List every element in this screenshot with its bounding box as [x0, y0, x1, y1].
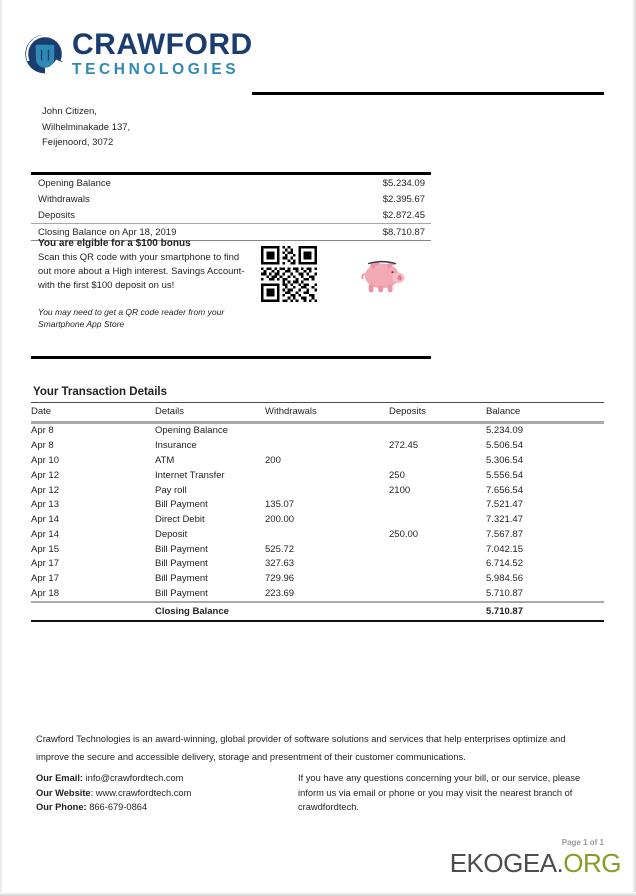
cell-details: Direct Debit: [155, 514, 205, 526]
cell-date: Apr 10: [31, 454, 59, 466]
cell-details: Bill Payment: [155, 587, 208, 599]
summary-row: [31, 191, 431, 207]
cell-withdrawals: 327.63: [265, 558, 295, 570]
cell-date: Apr 17: [31, 573, 59, 585]
brand-tagline: TECHNOLOGIES: [72, 61, 240, 78]
cell-deposits: [389, 512, 486, 527]
table-row: [31, 424, 604, 439]
footer-spacer-2: [265, 602, 389, 622]
bonus-body: Scan this QR code with your smartphone to find out more about a High interest. Savings Account- with the first $100 deposit on us!: [38, 252, 245, 291]
contact-block: [36, 771, 191, 815]
cell-balance: 7.656.54: [486, 484, 523, 496]
table-header-row: [31, 403, 604, 422]
cell-deposits: [389, 453, 486, 468]
cell-details: Bill Payment: [155, 558, 208, 570]
summary-row: [31, 175, 431, 191]
cell-balance: 5.506.54: [486, 440, 523, 452]
footer-balance: 5.710.87: [486, 602, 604, 622]
balance-summary: [31, 172, 431, 241]
cell-date: Apr 14: [31, 528, 59, 540]
cell-details: Insurance: [155, 440, 197, 452]
cell-details: Opening Balance: [155, 425, 228, 437]
bonus-note: You may need to get a QR code reader from your Smartphone App Store: [38, 307, 225, 329]
cell-balance: 5.234.09: [486, 425, 523, 437]
cell-withdrawals: [265, 468, 389, 483]
cell-withdrawals: [265, 438, 389, 453]
contact-email-row: [36, 771, 191, 786]
table-row: [31, 586, 604, 602]
cell-date: Apr 17: [31, 558, 59, 570]
questions-note: If you have any questions concerning your bill, or our service, please inform us via email or phone or you may visit the nearest branch of crawdfordtech.: [298, 773, 581, 812]
bonus-title: You are elgible for a $100 bonus: [38, 238, 191, 249]
column-header-balance: Balance: [486, 403, 604, 422]
table-row: [31, 438, 604, 453]
bonus-bottom-rule: [31, 356, 431, 359]
address-line-3: Feijenoord, 3072: [42, 137, 114, 148]
section-title: Your Transaction Details: [33, 386, 167, 398]
address-line-2: Wilhelminakade 137,: [42, 121, 131, 133]
piggy-bank-icon: [359, 254, 407, 296]
table-body: [31, 424, 604, 602]
cell-date: Apr 13: [31, 499, 59, 511]
cell-withdrawals: [265, 527, 389, 542]
cell-deposits: [389, 497, 486, 512]
page-number: Page 1 of 1: [561, 838, 604, 847]
summary-closing-label: Closing Balance on Apr 18, 2019: [38, 226, 177, 238]
cell-balance: 5.306.54: [486, 454, 523, 466]
cell-details: Bill Payment: [155, 573, 208, 585]
table-row: [31, 571, 604, 586]
cell-details: Internet Transfer: [155, 469, 225, 481]
column-header-details: Details: [155, 403, 265, 422]
cell-details: Deposit: [155, 528, 188, 540]
cell-date: Apr 12: [31, 484, 59, 496]
cell-balance: 7.567.87: [486, 528, 523, 540]
summary-label: Deposits: [38, 209, 75, 221]
page-edge-bottom: [0, 892, 636, 896]
brand-name: CRAWFORD: [72, 28, 253, 61]
column-header-date: Date: [31, 403, 155, 422]
cell-date: Apr 15: [31, 543, 59, 555]
contact-email-value[interactable]: info@crawfordtech.com: [85, 773, 184, 783]
summary-amount: $2.395.67: [382, 193, 425, 205]
cell-withdrawals: 223.69: [265, 587, 295, 599]
table-row: [31, 468, 604, 483]
cell-details: Bill Payment: [155, 543, 208, 555]
cell-deposits: [389, 571, 486, 586]
cell-deposits: 2100: [389, 484, 411, 496]
cell-date: Apr 18: [31, 587, 59, 599]
summary-amount: $2.872.45: [382, 209, 425, 221]
closing-balance-row: [31, 602, 604, 622]
cell-deposits: 272.45: [389, 440, 419, 452]
cell-withdrawals: [265, 483, 389, 498]
cell-withdrawals: 729.96: [265, 573, 295, 585]
cell-date: Apr 8: [31, 440, 54, 452]
qr-code-icon[interactable]: [261, 246, 317, 302]
table-row: [31, 512, 604, 527]
header-divider: [252, 92, 604, 95]
watermark-green-part: ORG: [563, 848, 621, 878]
cell-balance: 7.521.47: [486, 499, 523, 511]
summary-amount: $5.234.09: [382, 177, 425, 189]
summary-label: Opening Balance: [38, 177, 111, 189]
table-row: [31, 557, 604, 572]
page-edge-right: [632, 0, 636, 896]
crawford-circle-mark-icon: [22, 30, 68, 78]
cell-withdrawals: 200.00: [265, 514, 295, 526]
table-row: [31, 483, 604, 498]
bonus-promo-block: [31, 238, 431, 359]
cell-withdrawals: [265, 424, 389, 439]
transaction-details-section: [31, 386, 604, 622]
contact-website-label: Our Website: [36, 787, 91, 798]
cell-balance: 6.714.52: [486, 558, 523, 570]
column-header-deposits: Deposits: [389, 403, 486, 422]
watermark-dark-part: EKOGEA.: [449, 848, 564, 878]
table-row: [31, 497, 604, 512]
table-row: [31, 542, 604, 557]
column-header-withdrawals: Withdrawals: [265, 403, 389, 422]
contact-website-value[interactable]: : www.crawfordtech.com: [90, 787, 192, 798]
summary-closing-amount: $8.710.87: [382, 226, 425, 238]
cell-deposits: [389, 586, 486, 602]
summary-label: Withdrawals: [38, 193, 90, 205]
cell-withdrawals: 135.07: [265, 499, 295, 511]
brand-wordmark: [72, 30, 253, 79]
table-row: [31, 527, 604, 542]
cell-deposits: [389, 557, 486, 572]
cell-date: Apr 14: [31, 514, 59, 526]
brand-logo: [22, 30, 253, 79]
watermark: [450, 848, 621, 879]
cell-balance: 5.710.87: [486, 587, 523, 599]
table-foot: [31, 602, 604, 622]
cell-details: Pay roll: [155, 484, 187, 496]
recipient-address: [42, 104, 130, 151]
contact-website-row: [36, 786, 191, 801]
cell-withdrawals: 200: [265, 454, 281, 466]
cell-balance: 5.984.56: [486, 573, 523, 585]
cell-date: Apr 12: [31, 469, 59, 481]
cell-date: Apr 8: [31, 425, 54, 437]
contact-phone-label: Our Phone:: [36, 802, 87, 812]
table-row: [31, 453, 604, 468]
cell-details: Bill Payment: [155, 499, 208, 511]
cell-balance: 7.321.47: [486, 514, 523, 526]
cell-details: ATM: [155, 454, 175, 466]
page-edge-left: [0, 0, 3, 896]
address-line-1: John Citizen,: [42, 106, 97, 117]
contact-email-label: Our Email:: [36, 773, 84, 783]
company-description: Crawford Technologies is an award-winning, global provider of software solutions and services that help enterprises optimize and improve the secure and accessible delivery, storage and presentment of their customer communications.: [36, 734, 566, 762]
cell-withdrawals: 525.72: [265, 543, 295, 555]
footer-spacer-3: [389, 602, 486, 622]
contact-phone-value[interactable]: 866-679-0864: [89, 802, 148, 812]
summary-row: [31, 207, 431, 223]
footer-spacer: [31, 602, 155, 622]
footer-label: Closing Balance: [155, 602, 265, 622]
cell-deposits: 250.00: [389, 528, 419, 540]
cell-balance: 7.042.15: [486, 543, 523, 555]
cell-deposits: [389, 542, 486, 557]
table-head: [31, 403, 604, 424]
transactions-table: [31, 402, 604, 622]
cell-deposits: [389, 424, 486, 439]
cell-deposits: 250: [389, 469, 405, 481]
contact-phone-row: [36, 800, 191, 815]
cell-balance: 5.556.54: [486, 469, 523, 481]
